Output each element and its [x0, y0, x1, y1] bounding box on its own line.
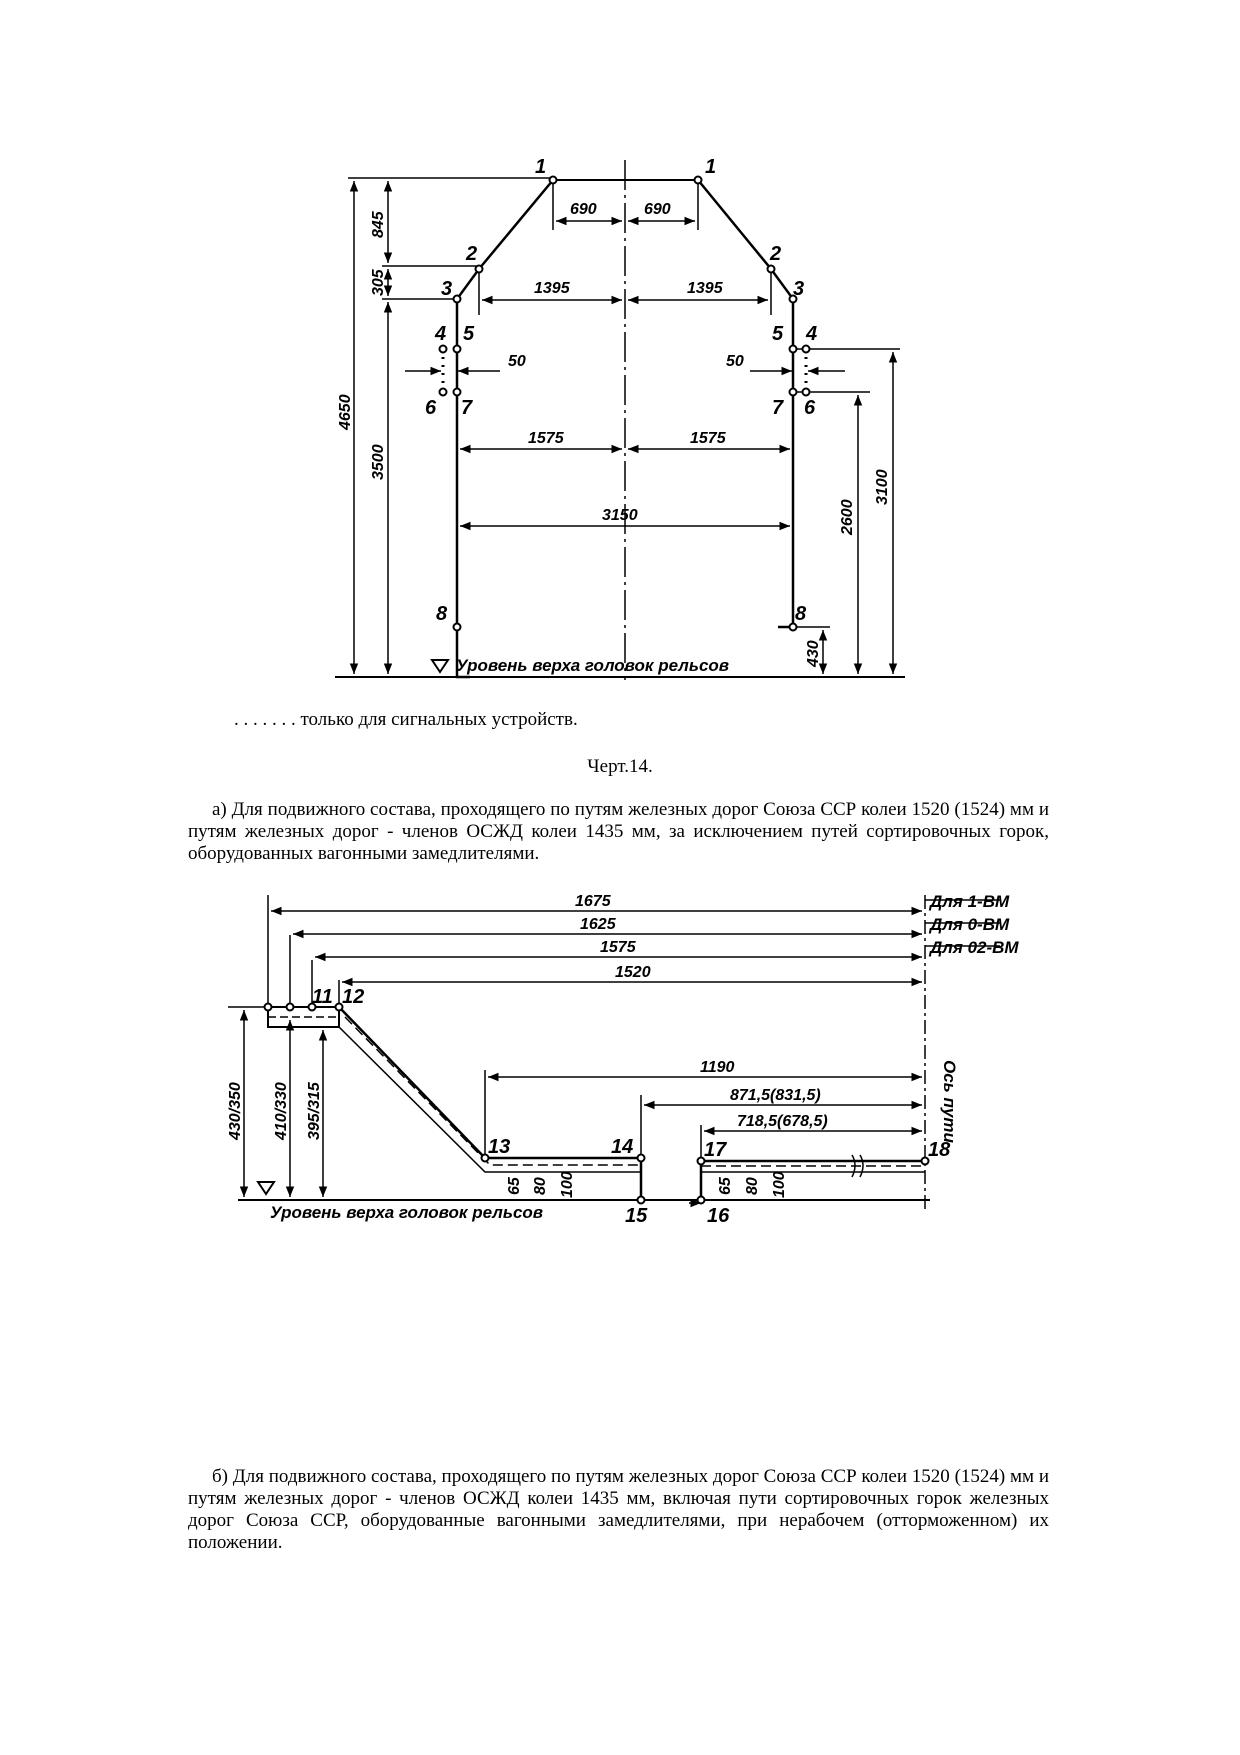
- point-label-1-right: 1: [705, 156, 717, 178]
- point-label-3-right: 3: [793, 278, 805, 300]
- dim-1575-right: 1575: [690, 430, 726, 447]
- point-label-4-right: 4: [806, 323, 818, 345]
- point-label-5-left: 5: [463, 323, 475, 345]
- point-label-1-left: 1: [535, 156, 547, 178]
- point-label-16: 16: [707, 1205, 730, 1227]
- dim-718: 718,5(678,5): [737, 1113, 828, 1130]
- rail-level-triangle-icon: [432, 660, 448, 672]
- dim-1575-profile: 1575: [600, 939, 636, 956]
- point-label-6-right: 6: [804, 397, 816, 419]
- point-label-14: 14: [611, 1136, 634, 1158]
- paragraph-b: б) Для подвижного состава, проходящего по путям железных дорог Союза ССР колеи 1520 (1524) мм и путям железных дорог - членов ОСЖД колеи 1435 мм, включая пути сортировочных горок железных дорог Союза ССР, оборудованные вагонными замедлителями, при нерабочем (отторможенном) их положении.: [188, 1466, 1049, 1553]
- dim-3150: 3150: [602, 507, 638, 524]
- dim-50-right: 50: [726, 353, 744, 370]
- rail-level-label-fig14: Уровень верха головок рельсов: [456, 656, 730, 675]
- point-label-7-right: 7: [772, 397, 784, 419]
- axis-label: Ось пути: [940, 1060, 959, 1143]
- dim-1675: 1675: [575, 893, 611, 910]
- dim-430: 430: [805, 640, 822, 667]
- dim-3500: 3500: [370, 444, 387, 480]
- dim-871: 871,5(831,5): [730, 1087, 821, 1104]
- dim-410-330: 410/330: [273, 1082, 290, 1140]
- rail-level-label-profile: Уровень верха головок рельсов: [270, 1203, 544, 1222]
- point-label-15: 15: [625, 1205, 648, 1227]
- dim-65-left: 65: [506, 1177, 523, 1195]
- point-label-3-left: 3: [441, 278, 453, 300]
- dim-50-left: 50: [508, 353, 526, 370]
- clearance-diagram-fig14: [335, 160, 905, 680]
- dim-1190: 1190: [700, 1059, 735, 1076]
- dim-100-left: 100: [559, 1171, 576, 1198]
- point-label-2-left: 2: [466, 243, 478, 265]
- profile-outline: [339, 1007, 641, 1200]
- dim-845: 845: [370, 211, 387, 238]
- legend-0vm: Для 0-ВМ: [930, 915, 1010, 934]
- point-label-8-right: 8: [795, 603, 807, 625]
- point-label-8-left: 8: [436, 603, 448, 625]
- dim-305: 305: [370, 269, 387, 296]
- paragraph-a: а) Для подвижного состава, проходящего по путям железных дорог Союза ССР колеи 1520 (1524) мм и путям железных дорог - членов ОСЖД колеи 1435 мм, за исключением путей сортировочных горок, оборудованных вагонными замедлителями.: [188, 799, 1049, 864]
- dim-1395-right: 1395: [687, 280, 723, 297]
- dim-395-315: 395/315: [306, 1082, 323, 1140]
- dim-690-left: 690: [570, 201, 597, 218]
- point-label-11: 11: [312, 986, 333, 1008]
- point-label-18: 18: [928, 1139, 951, 1161]
- rail-level-triangle-icon-2: [258, 1182, 274, 1194]
- dim-2600: 2600: [839, 499, 856, 535]
- dim-430-350: 430/350: [227, 1082, 244, 1140]
- point-label-7-left: 7: [461, 397, 473, 419]
- dim-100-right: 100: [771, 1171, 788, 1198]
- dim-80-left: 80: [532, 1177, 549, 1195]
- signal-devices-note: . . . . . . . только для сигнальных устройств.: [234, 709, 578, 730]
- dim-80-right: 80: [744, 1177, 761, 1195]
- point-label-2-right: 2: [770, 243, 782, 265]
- legend-02vm: Для 02-ВМ: [930, 938, 1019, 957]
- dim-1520: 1520: [615, 964, 651, 981]
- legend-1vm: Для 1-ВМ: [930, 892, 1010, 911]
- point-label-17: 17: [704, 1139, 727, 1161]
- point-label-6-left: 6: [425, 397, 437, 419]
- dim-1575-left: 1575: [528, 430, 564, 447]
- dim-4650: 4650: [337, 394, 354, 430]
- point-label-12: 12: [342, 986, 365, 1008]
- dim-3100: 3100: [874, 469, 891, 505]
- dimension-lines-fig14: [354, 181, 893, 674]
- dim-1395-left: 1395: [534, 280, 570, 297]
- dim-1625: 1625: [580, 916, 616, 933]
- point-label-13: 13: [488, 1136, 511, 1158]
- dim-65-right: 65: [717, 1177, 734, 1195]
- figure-caption: Черт.14.: [587, 756, 653, 777]
- point-label-4-left: 4: [435, 323, 447, 345]
- point-label-5-right: 5: [772, 323, 784, 345]
- dim-690-right: 690: [644, 201, 671, 218]
